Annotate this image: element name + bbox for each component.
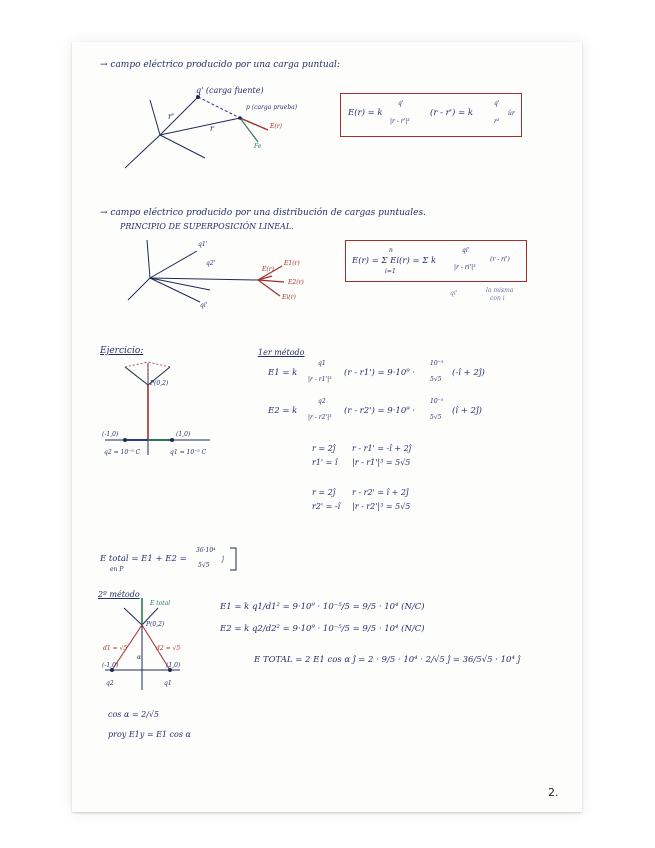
s4-label-right: (1,0) (166, 662, 181, 669)
s4-label-d2: d2 = √5 (156, 645, 181, 652)
s1-label-fe: Fe (254, 143, 262, 150)
s3-axis-left: (-1,0) (102, 431, 119, 438)
exercise-title: Ejercicio: (100, 346, 144, 356)
s4-etotal-den: 5√5 (198, 562, 210, 569)
s3-sys1-l2: r1' = î (312, 458, 338, 467)
s2-note3: con i (490, 295, 505, 302)
s4-cos-line: cos α = 2/√5 (108, 710, 160, 719)
s3-e2-b: (r - r2') = 9·10⁹ · (344, 406, 416, 416)
s3-e1-b: (r - r1') = 9·10⁹ · (344, 368, 416, 378)
s1-label-q: q' (carga fuente) (196, 86, 264, 95)
s4-label-q2: q2 (106, 680, 114, 687)
s2-label-ei: Ei(r) (282, 294, 296, 301)
s1-formula-den: |r - r'|³ (390, 118, 410, 125)
s2-label-qi: qi' (200, 302, 208, 309)
s3-axis-right: (1,0) (176, 431, 191, 438)
page-number: 2. (548, 786, 559, 799)
s3-e2-num: q2 (318, 398, 326, 405)
s2-formula-lim: i=1 (385, 268, 396, 275)
s3-e2-a: E2 = k (268, 406, 298, 416)
s4-label-etotal: E total (150, 600, 171, 607)
s4-label-d1: d1 = √5 (103, 645, 128, 652)
s2-note2: la misma (486, 287, 514, 294)
s3-label-p: P(0,2) (150, 380, 169, 387)
s4-label-q1: q1 (164, 680, 172, 687)
s4-e1-line: E1 = k q1/d1² = 9·10⁹ · 10⁻⁵/5 = 9/5 · 10⁴ (N/C) (220, 602, 425, 612)
s3-e2-den: |r - r2'|³ (308, 414, 332, 421)
section2-subtitle: PRINCIPIO DE SUPERPOSICIÓN LINEAL. (120, 222, 294, 231)
s4-etotal-line: E TOTAL = 2 E1 cos α ĵ = 2 · 9/5 · 10⁴ · 2/√5 ĵ = 36/5√5 · 10⁴ ĵ (254, 655, 521, 665)
s2-label-eall: E(r) (262, 266, 274, 273)
s4-etotal-num: 36·10⁴ (196, 547, 216, 554)
s2-axes (128, 240, 258, 302)
s2-formula-lhs: E(r) = Σ Ei(r) = Σ k (352, 256, 437, 266)
s1-label-p: p (carga prueba) (246, 104, 298, 111)
s1-axes (125, 97, 240, 168)
s4-label-p: P(0,2) (146, 621, 165, 628)
s1-formula-a: E(r) = k (348, 108, 383, 118)
s3-sys1-r2: |r - r1'|³ = 5√5 (352, 458, 411, 467)
s3-e1-num: q1 (318, 360, 326, 367)
s2-formula-top: n (389, 247, 393, 254)
section2-title: → campo eléctrico producido por una distribución de cargas puntuales. (100, 208, 426, 218)
s4-etotal: E total = E1 + E2 = (100, 554, 187, 564)
s2-label-e2: E2(r) (288, 279, 304, 286)
s2-label-e1: E1(r) (284, 260, 300, 267)
s3-e2-num2: 10⁻⁵ (430, 398, 444, 405)
s3-e1-num2: 10⁻⁵ (430, 360, 444, 367)
section1-title: → campo eléctrico producido por una carga puntual: (100, 60, 340, 70)
s3-e1-den2: 5√5 (430, 376, 442, 383)
s4-alpha: α (137, 654, 142, 661)
s3-q2: q2 = 10⁻⁵ C (104, 449, 141, 456)
s3-sys2-l2: r2' = -î (312, 502, 341, 511)
s3-sys1-l1: r = 2ĵ (312, 444, 336, 453)
s3-e1-a: E1 = k (268, 368, 298, 378)
method2-title: 2º método (98, 590, 140, 599)
s4-e2-line: E2 = k q2/d2² = 9·10⁹ · 10⁻⁵/5 = 9/5 · 10⁴ (N/C) (220, 624, 425, 634)
method1-title: 1er método (258, 348, 305, 357)
s1-label-rprime: r' (168, 112, 175, 121)
s3-e1-den: |r - r1'|³ (308, 376, 332, 383)
s2-label-q1: q1' (198, 241, 208, 248)
s3-sys2-r2: |r - r2'|³ = 5√5 (352, 502, 411, 511)
s3-e1-c: (-î + 2ĵ) (452, 368, 485, 378)
s1-formula-u: ûr (508, 110, 515, 117)
s2-label-q2: q2' (206, 260, 216, 267)
s4-etotal-sub: en P (110, 566, 124, 573)
s1-formula-num2: q' (494, 100, 500, 107)
s4-proy-line: proy E1y = E1 cos α (108, 730, 191, 739)
s1-label-e: E(r) (270, 123, 282, 130)
s3-sys2-r1: r - r2' = î + 2ĵ (352, 488, 409, 497)
s1-formula-b: (r - r') = k (430, 108, 474, 118)
s3-e2-den2: 5√5 (430, 414, 442, 421)
s2-formula-num: qi' (462, 247, 470, 254)
s3-e1 (125, 367, 148, 385)
s3-sys1-r1: r - r1' = -î + 2ĵ (352, 444, 412, 453)
s3-sys2-l1: r = 2ĵ (312, 488, 336, 497)
s1-formula-num: q' (398, 100, 404, 107)
s1-dashed-line (198, 97, 240, 118)
s3-e2-c: (î + 2ĵ) (452, 406, 482, 416)
s2-formula-rhs: (r - ri') (490, 256, 510, 263)
s1-formula-den2: r² (494, 118, 500, 125)
s2-formula-den: |r - ri'|³ (454, 264, 476, 271)
s1-label-r: r (210, 124, 214, 133)
s4-label-left: (-1,0) (102, 662, 119, 669)
s4-etotal-unit: ĵ (222, 556, 224, 563)
s3-q1: q1 = 10⁻⁵ C (170, 449, 207, 456)
s2-note1: qi' (450, 290, 458, 297)
